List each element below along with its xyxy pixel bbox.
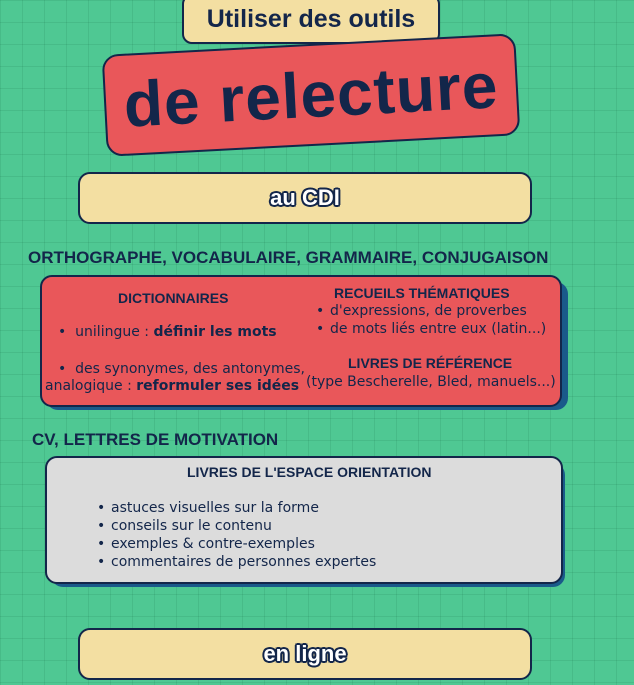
- orientation-item: • conseils sur le contenu: [95, 517, 376, 535]
- orientation-title: LIVRES DE L'ESPACE ORIENTATION: [187, 464, 432, 480]
- online-label-box: [78, 628, 532, 680]
- cv-heading: CV, LETTRES DE MOTIVATION: [32, 430, 279, 449]
- cdi-label: au CDI: [270, 185, 340, 210]
- recueils-title: RECUEILS THÉMATIQUES: [334, 285, 510, 301]
- title-main-text: de relecture: [121, 49, 501, 141]
- cdi-label-box: [78, 172, 532, 224]
- orientation-item: • astuces visuelles sur la forme: [95, 499, 376, 517]
- livres-reference-text: (type Bescherelle, Bled, manuels...): [306, 374, 556, 390]
- recueils-item: • d'expressions, de proverbes: [314, 302, 546, 320]
- dictionnaires-title: DICTIONNAIRES: [118, 290, 229, 306]
- title-top-banner: [182, 0, 440, 44]
- dictionnaires-item-2: • des synonymes, des antonymes,: [58, 361, 305, 377]
- livres-reference-title: LIVRES DE RÉFÉRENCE: [348, 355, 513, 371]
- orientation-list: [95, 499, 376, 571]
- dictionnaires-item-2-line2: analogique : reformuler ses idées: [45, 378, 300, 394]
- recueils-list: [314, 302, 546, 338]
- title-main-banner: [102, 33, 521, 157]
- ortho-card: [40, 275, 562, 407]
- orientation-item: • exemples & contre-exemples: [95, 535, 376, 553]
- orientation-card: [45, 456, 563, 584]
- orientation-item: • commentaires de personnes expertes: [95, 553, 376, 571]
- title-top-text: Utiliser des outils: [206, 4, 416, 33]
- online-label: en ligne: [263, 641, 347, 666]
- recueils-item: • de mots liés entre eux (latin...): [314, 320, 546, 338]
- dictionnaires-item-1: • unilingue : définir les mots: [58, 324, 277, 340]
- ortho-heading: ORTHOGRAPHE, VOCABULAIRE, GRAMMAIRE, CONJUGAISON: [28, 248, 549, 267]
